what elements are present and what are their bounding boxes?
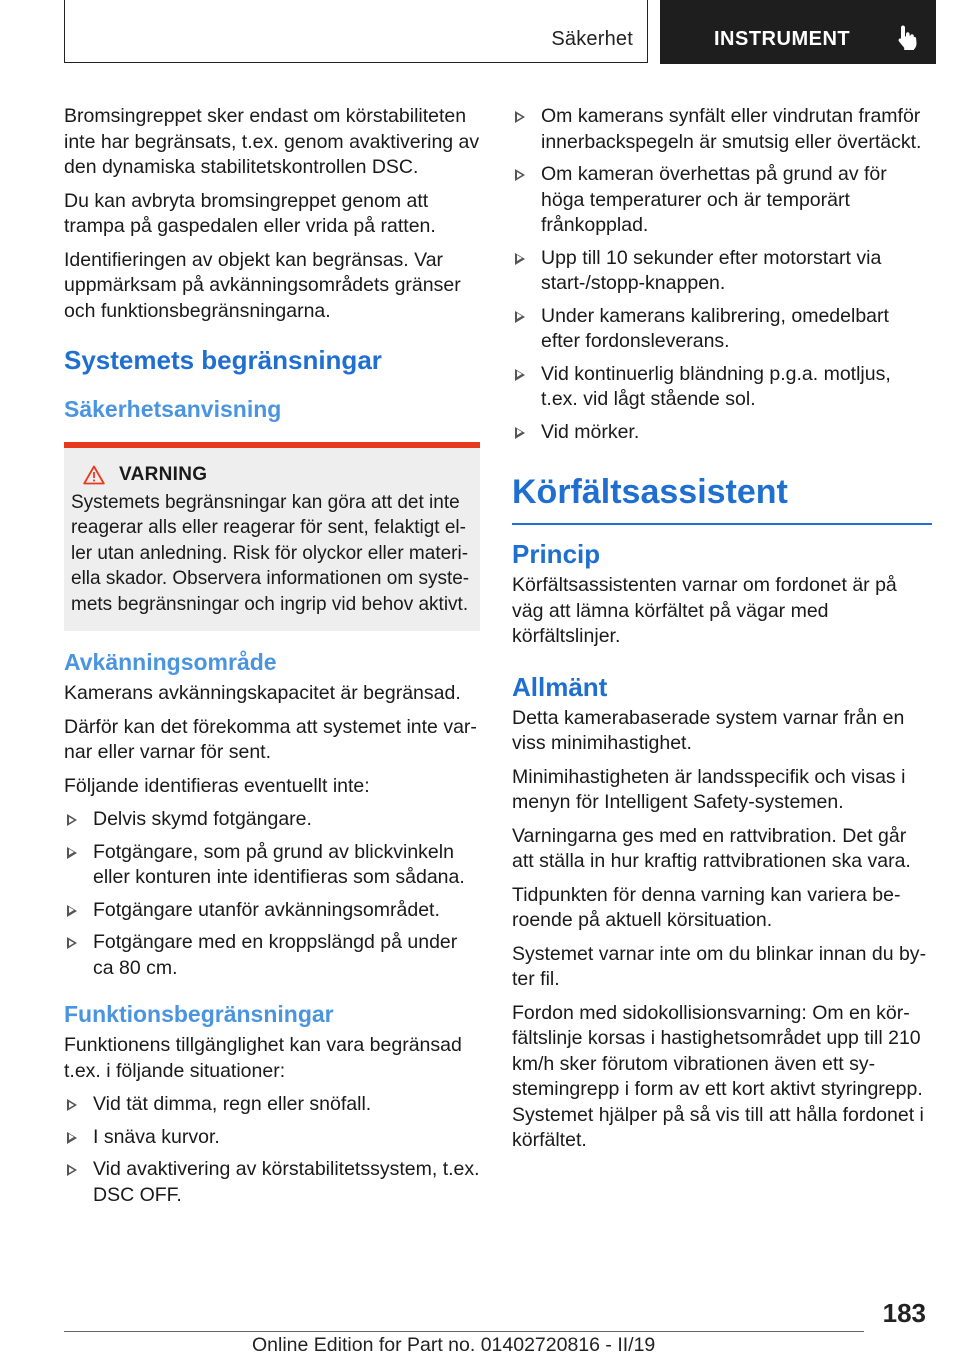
paragraph: Du kan avbryta bromsingreppet genom att trampa på gaspedalen eller vrida på ratten. (64, 189, 436, 237)
list-item: Fotgängare med en kroppslängd på under ca 80 cm. (64, 930, 480, 981)
footer-divider (64, 1331, 864, 1332)
paragraph: Bromsingreppet sker endast om körstabiliteten inte har begränsats, t.ex. genom avaktivering av den dynamiska stabilitetskontrollen DSC. (64, 105, 480, 178)
list-item: Delvis skymd fotgängare. (64, 807, 480, 833)
section-label: Säkerhet (551, 28, 633, 50)
bullet-triangle-icon (515, 169, 525, 181)
footer-edition: Online Edition for Part no. 01402720816 - II/19 (252, 1334, 656, 1356)
bullet-triangle-icon (67, 1132, 77, 1144)
section-title: Körfältsassistent (512, 471, 932, 525)
list-item: Fotgängare utanför avkänningsområdet. (64, 898, 480, 924)
bullet-triangle-icon (515, 111, 525, 123)
warning-triangle-icon (83, 465, 105, 485)
list-item: Om kamerans synfält eller vindrutan framför innerbackspegeln är smutsig eller övertäckt. (512, 104, 932, 155)
bullet-triangle-icon (515, 311, 525, 323)
bullet-triangle-icon (515, 369, 525, 381)
paragraph: Detta kamerabaserade system varnar från en viss minimihastighet. (512, 706, 905, 754)
heading-principle: Princip (512, 539, 601, 569)
heading-general: Allmänt (512, 671, 608, 702)
heading-detection-range: Avkänningsområde (64, 649, 277, 675)
paragraph: Kamerans avkänningskapacitet är begränsad. (64, 682, 461, 704)
warning-box (64, 442, 480, 631)
bullet-list (512, 104, 932, 445)
paragraph: Varningarna ges med en rattvibration. Det går att ställa in hur kraftig rattvibrationen ska vara. (512, 824, 911, 872)
list-item: Upp till 10 sekunder efter motorstart via start-/stopp-knappen. (512, 246, 932, 297)
list-item: Om kameran överhettas på grund av för höga temperaturer och är temporärt frånkopplad. (512, 162, 932, 239)
paragraph: Systemet varnar inte om du blinkar innan du byter fil. (512, 942, 927, 990)
paragraph: Därför kan det förekomma att systemet inte varnar eller varnar för sent. (64, 715, 477, 763)
bullet-triangle-icon (67, 937, 77, 949)
heading-safety-note: Säkerhetsanvisning (64, 396, 282, 422)
warning-title: VARNING (119, 464, 208, 485)
warning-text: Systemets begränsningar kan göra att det inte reagerar alls eller reagerar för sent, felaktigt eller utan anledning. Risk för olyckor eller materiella skador. Observera informationen om systemets begränsningar och ingrip vid behov aktivt. (71, 491, 470, 615)
paragraph: Fordon med sidokollisionsvarning: Om en körfältslinje korsas i hastighetsområdet upp till 210 km/h sker förutom vibrationen även ett systemingrepp i form av ett kort aktivt styringrepp. Systemet hjälper på så vis till att hålla fordonet i körfältet. (512, 1001, 924, 1151)
list-item: Under kamerans kalibrering, omedelbart efter fordonsleverans. (512, 304, 932, 355)
heading-system-limits: Systemets begränsningar (64, 345, 382, 375)
bullet-triangle-icon (67, 1099, 77, 1111)
chapter-label: INSTRUMENT (714, 28, 851, 50)
bullet-triangle-icon (515, 427, 525, 439)
paragraph: Tidpunkten för denna varning kan variera beroende på aktuell körsituation. (512, 883, 901, 931)
paragraph: Identifieringen av objekt kan begränsas. Var uppmärksam på avkänningsområdets gränser och funktionsbegränsningarna. (64, 248, 461, 322)
bullet-triangle-icon (67, 847, 77, 859)
bullet-triangle-icon (67, 1164, 77, 1176)
list-item: Vid kontinuerlig bländning p.g.a. motljus, t.ex. vid lågt stående sol. (512, 362, 932, 413)
chapter-tab (660, 0, 936, 64)
bullet-list (64, 1092, 480, 1208)
bullet-triangle-icon (67, 814, 77, 826)
right-column (512, 104, 932, 1162)
page-header (64, 0, 936, 64)
list-item: Vid avaktivering av körstabilitetssystem, t.ex. DSC OFF. (64, 1157, 480, 1208)
header-section-box (64, 0, 648, 63)
heading-function-limits: Funktionsbegränsningar (64, 1001, 334, 1027)
list-item: Fotgängare, som på grund av blickvinkeln eller konturen inte identifieras som sådana. (64, 840, 480, 891)
left-column (64, 104, 480, 1215)
list-item: I snäva kurvor. (64, 1125, 480, 1151)
list-item: Vid mörker. (512, 420, 932, 446)
bullet-triangle-icon (515, 253, 525, 265)
paragraph: Körfältsassistenten varnar om fordonet är på väg att lämna körfältet på vägar med körfältslinjer. (512, 574, 897, 647)
page-number: 183 (882, 1298, 926, 1328)
paragraph: Följande identifieras eventuellt inte: (64, 774, 370, 797)
pointing-hand-icon (896, 24, 920, 52)
bullet-list (64, 807, 480, 981)
paragraph: Minimihastigheten är landsspecifik och visas i menyn för Intelligent Safety-systemen. (512, 765, 906, 813)
list-item: Vid tät dimma, regn eller snöfall. (64, 1092, 480, 1118)
bullet-triangle-icon (67, 905, 77, 917)
paragraph: Funktionens tillgänglighet kan vara begränsad t.ex. i följande situationer: (64, 1034, 462, 1082)
